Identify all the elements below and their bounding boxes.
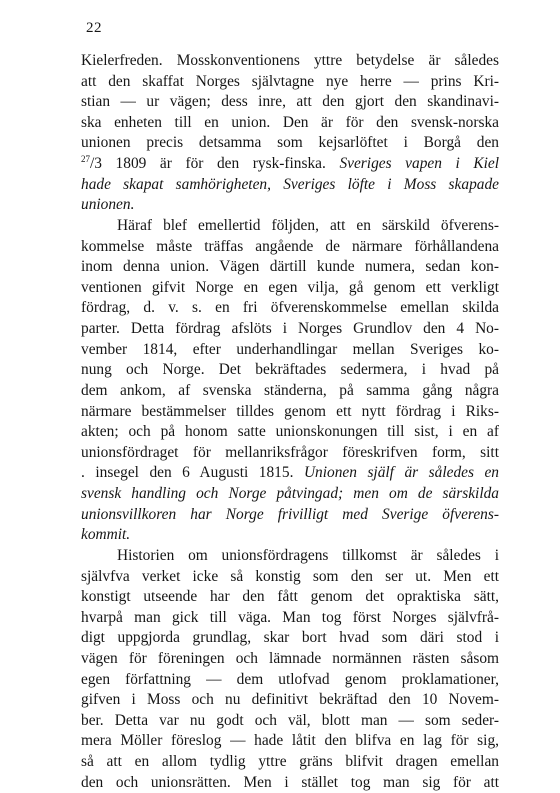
text-segment: stian — ur vägen; dess inre, att den gjort den skandinavi-: [81, 93, 499, 111]
text-line: [81, 628, 499, 648]
text-line: [81, 711, 499, 731]
text-segment: nung och Norge. Det bekräftades sedermera, i hvad på: [81, 361, 499, 379]
text-line: [81, 360, 499, 380]
italic-text: svensk handling och Norge påtvingad; men om de särskilda: [81, 485, 499, 503]
text-segment: inom denna union. Vägen därtill kunde numera, sedan kon-: [81, 258, 499, 276]
italic-text: Unionen själf är således en: [303, 464, 500, 482]
text-line: [81, 731, 499, 751]
text-line: [81, 298, 499, 318]
text-line: [81, 113, 499, 133]
italic-text: Sveriges vapen i Kiel: [339, 155, 500, 173]
text-line: [81, 608, 499, 628]
text-segment: Kielerfreden. Mosskonventionens yttre betydelse är således: [81, 52, 499, 69]
text-segment: Häraf blef emellertid följden, att en särskild öfverens-: [117, 216, 499, 234]
text-line: [81, 463, 499, 483]
text-line: [81, 587, 499, 607]
text-line: [81, 690, 499, 710]
text-line: [81, 422, 499, 442]
text-line: [81, 505, 499, 525]
text-line: [81, 670, 499, 690]
text-segment: ventionen gifvit Norge en egen vilja, gå genom ett verkligt: [81, 278, 499, 296]
text-segment: kommelse måste träffas angående de närmare förhållandena: [81, 237, 499, 255]
text-segment: . insegel den 6 Augusti 1815.: [81, 464, 304, 482]
text-line: [117, 546, 499, 566]
text-line: [81, 381, 499, 401]
text-segment: dem ankom, af svenska ständerna, på samma gång några: [81, 381, 499, 399]
text-line: [81, 319, 499, 339]
text-segment: ber. Detta var nu godt och väl, blott man — som seder-: [81, 711, 499, 729]
italic-text: kommit.: [81, 526, 131, 544]
text-line: [81, 257, 499, 277]
text-segment: unionen precis detsamma som kejsarlöftet i Borgå den: [81, 134, 499, 152]
text-line: [81, 175, 499, 195]
text-line: [81, 237, 499, 257]
text-line: [81, 567, 499, 587]
text-segment: så att en allom tydlig yttre gräns blifvit dragen emellan: [81, 753, 499, 771]
text-segment: egen författning — dem utlofvad genom proklamationer,: [81, 670, 499, 688]
text-line: [81, 133, 499, 153]
text-segment: unionsfördraget för mellanriksfrågor föreskrifven form, sitt: [81, 443, 499, 461]
text-segment: hvarpå man gick till väga. Man tog först Norges självfrå-: [81, 608, 499, 626]
text-segment: att den skaffat Norges självtagne nye herre — prins Kri-: [81, 72, 499, 90]
text-segment: parter. Detta fördrag afslöts i Norges Grundlov den 4 No-: [81, 320, 499, 338]
text-segment: vember 1814, efter underhandlingar mellan Sveriges ko-: [81, 340, 499, 358]
superscript: 27: [81, 154, 90, 165]
text-line: [81, 649, 499, 669]
text-segment: självfva verket icke så konstig som den ser ut. Men ett: [81, 567, 499, 585]
text-segment: konstigt utseende har den fått genom det opraktiska sätt,: [81, 588, 499, 606]
page-number: 22: [86, 20, 102, 36]
text-segment: vägen för föreningen och lämnade normännen rästen såsom: [81, 649, 499, 667]
text-segment: den och unionsrätten. Men i stället tog man sig för att: [81, 773, 499, 791]
text-segment: ska enheten till en union. Den är för den svensk-norska: [81, 113, 499, 131]
text-line: [81, 402, 499, 422]
text-segment: mera Möller föreslog — hade låtit den blifva en lag för sig,: [81, 732, 499, 750]
text-line: [81, 278, 499, 298]
text-line: [81, 51, 499, 71]
text-line: [81, 195, 499, 215]
text-segment: närmare bestämmelser tilldes genom ett nytt fördrag i Riks-: [81, 402, 499, 420]
text-line: [81, 154, 499, 174]
italic-text: hade skapat samhörigheten, Sveriges löfte i Moss skapade: [81, 175, 499, 193]
text-line: [117, 216, 499, 236]
text-line: [81, 443, 499, 463]
text-segment: /3 1809 är för den rysk-finska.: [90, 155, 340, 173]
text-line: [81, 92, 499, 112]
text-line: [81, 484, 499, 504]
text-segment: fördrag, d. v. s. en fri öfverenskommelse emellan skilda: [81, 299, 499, 317]
text-line: [81, 72, 499, 92]
text-segment: gifven i Moss och nu definitivt bekräftad den 10 Novem-: [81, 691, 499, 709]
text-line: [81, 340, 499, 360]
italic-text: unionen.: [81, 196, 135, 214]
text-segment: digt uppgjorda grundlag, skar bort hvad som däri stod i: [81, 629, 499, 647]
text-line: [81, 752, 499, 772]
text-line: [81, 525, 499, 545]
text-segment: Historien om unionsfördragens tillkomst är således i: [117, 546, 499, 564]
italic-text: unionsvillkoren har Norge frivilligt med Sverige öfverens-: [81, 505, 499, 523]
text-segment: akten; och på honom satte unionskonungen till sist, i en af: [81, 423, 499, 441]
